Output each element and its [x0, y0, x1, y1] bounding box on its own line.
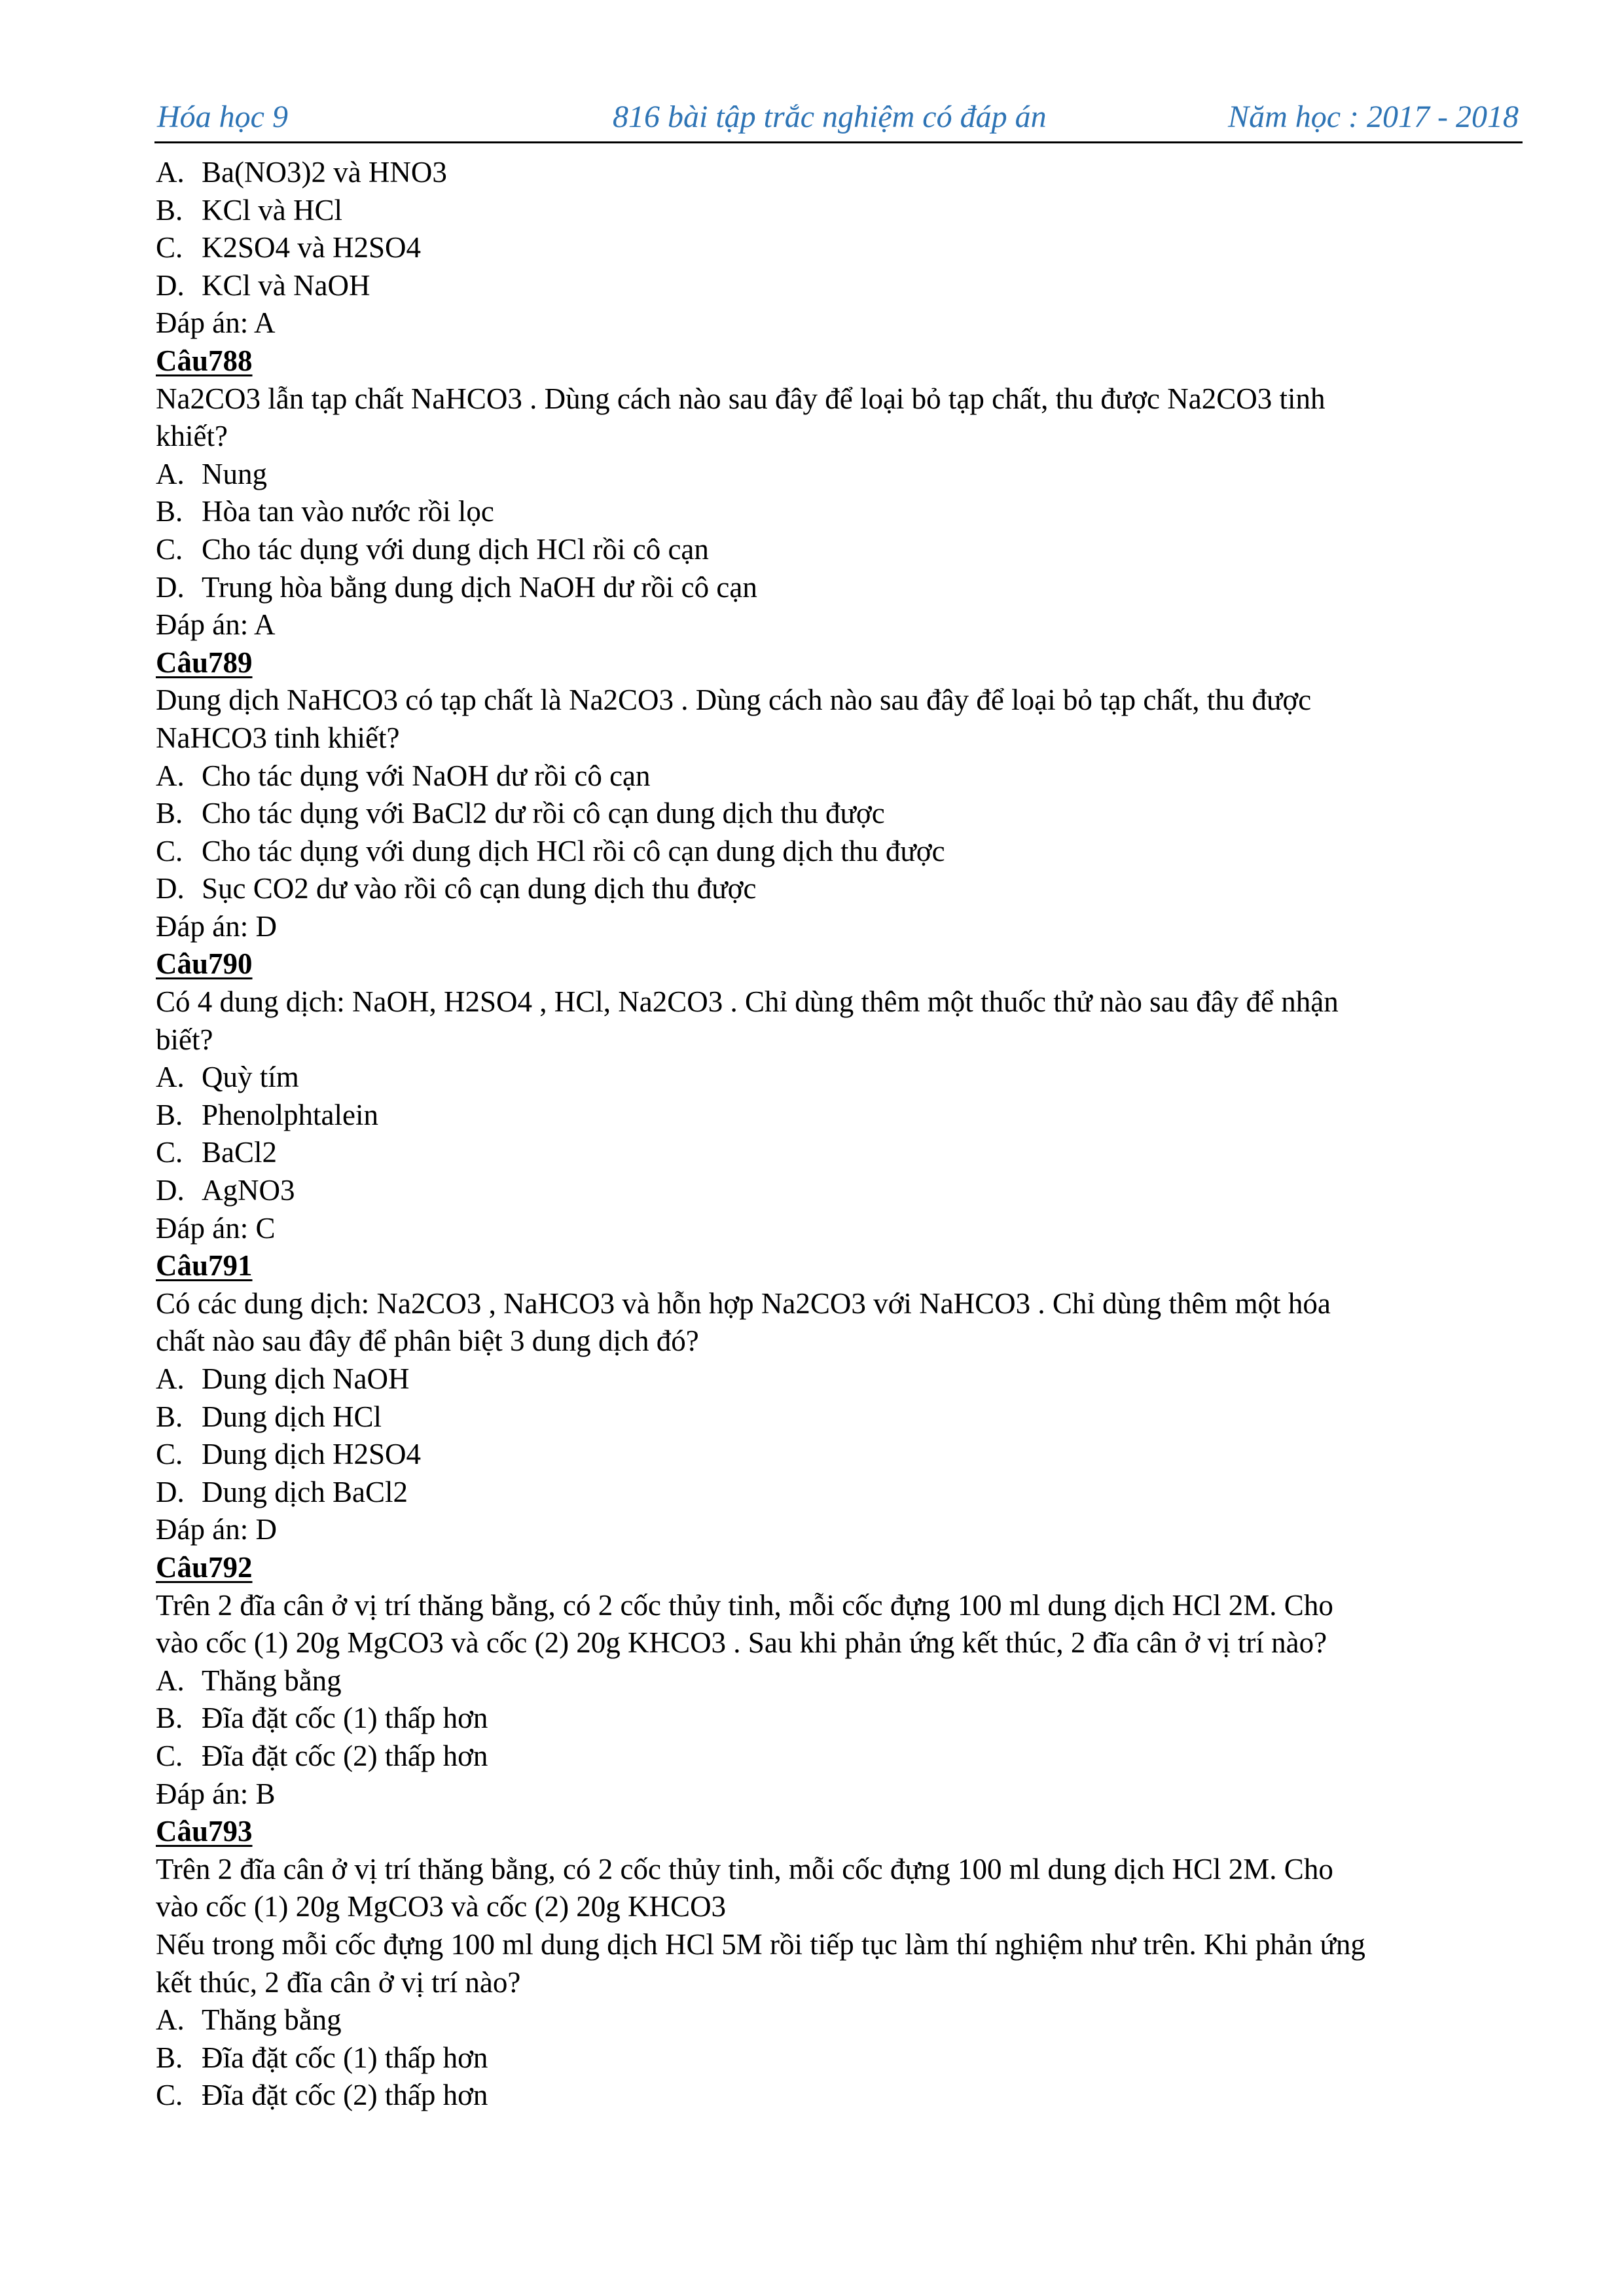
question-block [156, 945, 1524, 1247]
option-letter: C. [156, 532, 183, 566]
option [156, 795, 1524, 833]
answer-line: Đáp án: B [156, 1777, 276, 1810]
question-text: Nếu trong mỗi cốc đựng 100 ml dung dịch HCl 5M rồi tiếp tục làm thí nghiệm như trên. Khi phản ứng [156, 1927, 1365, 1961]
option-text: BaCl2 [202, 1136, 278, 1169]
question-text: chất nào sau đây để phân biệt 3 dung dịch đó? [156, 1324, 699, 1358]
question-text: Dung dịch NaHCO3 có tạp chất là Na2CO3 . Dùng cách nào sau đây để loại bỏ tạp chất, thu được [156, 683, 1312, 717]
question-title: Câu790 [156, 947, 253, 981]
option-text: Cho tác dụng với NaOH dư rồi cô cạn [202, 759, 651, 792]
option [156, 1097, 1524, 1135]
option-letter: D. [156, 1174, 185, 1207]
option [156, 2077, 1524, 2115]
option-letter: A. [156, 1664, 185, 1697]
question-block [156, 1247, 1524, 1549]
option [156, 757, 1524, 795]
question-block [156, 342, 1524, 644]
option [156, 1059, 1524, 1097]
question-text: NaHCO3 tinh khiết? [156, 721, 400, 754]
option-text: Trung hòa bằng dung dịch NaOH dư rồi cô cạn [202, 570, 757, 604]
option-letter: A. [156, 1061, 185, 1094]
document-body [156, 154, 1524, 2115]
question-title: Câu791 [156, 1249, 253, 1283]
answer-line: Đáp án: D [156, 1513, 277, 1546]
option-text: AgNO3 [202, 1174, 295, 1207]
option-letter: D. [156, 570, 185, 604]
option: A. Ba(NO3)2 và HNO3 [156, 156, 447, 189]
page-header [154, 97, 1523, 143]
option-letter: B. [156, 495, 183, 528]
answer-line: Đáp án: A [156, 306, 276, 340]
option-letter: C. [156, 834, 183, 867]
option-text: Nung [202, 457, 267, 490]
option-letter: B. [156, 2041, 183, 2074]
option: B. KCl và HCl [156, 193, 343, 227]
previous-question-tail [156, 154, 1524, 342]
option-letter: A. [156, 457, 185, 490]
option-text: Quỳ tím [202, 1061, 299, 1094]
question-text: vào cốc (1) 20g MgCO3 và cốc (2) 20g KHCO3 [156, 1890, 727, 1923]
option-letter: C. [156, 2079, 183, 2112]
question-text: kết thúc, 2 đĩa cân ở vị trí nào? [156, 1965, 521, 1999]
option [156, 1700, 1524, 1738]
option [156, 1134, 1524, 1172]
option-text: Dung dịch HCl [202, 1400, 382, 1433]
option [156, 1474, 1524, 1512]
option-text: Thăng bằng [202, 1664, 342, 1697]
option [156, 1398, 1524, 1436]
option-text: Sục CO2 dư vào rồi cô cạn dung dịch thu được [202, 872, 757, 905]
option-text: Hòa tan vào nước rồi lọc [202, 495, 494, 528]
question-text: Có 4 dung dịch: NaOH, H2SO4 , HCl, Na2CO3 . Chỉ dùng thêm một thuốc thử nào sau đây để nhận [156, 985, 1339, 1019]
question-list [156, 342, 1524, 2115]
option-letter: C. [156, 1136, 183, 1169]
question-text: khiết? [156, 420, 228, 453]
option-letter: A. [156, 1362, 185, 1395]
option [156, 456, 1524, 494]
option [156, 569, 1524, 607]
question-text: vào cốc (1) 20g MgCO3 và cốc (2) 20g KHCO3 . Sau khi phản ứng kết thúc, 2 đĩa cân ở vị trí nào? [156, 1626, 1327, 1660]
option-letter: D. [156, 872, 185, 905]
question-block [156, 1813, 1524, 2115]
option-letter: A. [156, 759, 185, 792]
option-letter: B. [156, 1702, 183, 1735]
question-title: Câu793 [156, 1815, 253, 1848]
option-letter: C. [156, 1739, 183, 1772]
question-title: Câu788 [156, 344, 253, 377]
option-letter: B. [156, 1400, 183, 1433]
question-text: Trên 2 đĩa cân ở vị trí thăng bằng, có 2 cốc thủy tinh, mỗi cốc đựng 100 ml dung dịch HCl 2M. Cho [156, 1588, 1333, 1622]
option [156, 1436, 1524, 1474]
option [156, 1738, 1524, 1776]
question-text: biết? [156, 1023, 213, 1056]
question-title: Câu789 [156, 646, 253, 679]
answer-line: Đáp án: A [156, 608, 276, 642]
option [156, 1172, 1524, 1210]
option-letter: A. [156, 2003, 185, 2037]
answer-line: Đáp án: C [156, 1211, 276, 1245]
option-text: Thăng bằng [202, 2003, 342, 2037]
option-text: Đĩa đặt cốc (2) thấp hơn [202, 2079, 488, 2112]
option [156, 2039, 1524, 2077]
option-text: Cho tác dụng với BaCl2 dư rồi cô cạn dung dịch thu được [202, 797, 885, 830]
option: D. KCl và NaOH [156, 268, 370, 302]
option [156, 2001, 1524, 2039]
header-title: 816 bài tập trắc nghiệm có đáp án [613, 100, 1047, 134]
question-block [156, 1549, 1524, 1813]
option: C. K2SO4 và H2SO4 [156, 231, 422, 264]
question-block [156, 644, 1524, 946]
question-title: Câu792 [156, 1550, 253, 1584]
option-letter: B. [156, 797, 183, 830]
answer-line: Đáp án: D [156, 909, 277, 943]
header-school-year: Năm học : 2017 - 2018 [1228, 100, 1519, 134]
option-text: Phenolphtalein [202, 1098, 378, 1131]
option [156, 531, 1524, 569]
option-text: Dung dịch BaCl2 [202, 1475, 408, 1508]
option-letter: D. [156, 1475, 185, 1508]
option-text: Cho tác dụng với dung dịch HCl rồi cô cạn dung dịch thu được [202, 834, 945, 867]
question-text: Có các dung dịch: Na2CO3 , NaHCO3 và hỗn hợp Na2CO3 với NaHCO3 . Chỉ dùng thêm một hóa [156, 1286, 1331, 1320]
option [156, 870, 1524, 908]
option [156, 833, 1524, 871]
question-text: Na2CO3 lẫn tạp chất NaHCO3 . Dùng cách nào sau đây để loại bỏ tạp chất, thu được Na2CO3 tinh [156, 382, 1326, 415]
option-text: Đĩa đặt cốc (1) thấp hơn [202, 1702, 488, 1735]
option-letter: C. [156, 1438, 183, 1471]
option-letter: B. [156, 1098, 183, 1131]
question-text: Trên 2 đĩa cân ở vị trí thăng bằng, có 2 cốc thủy tinh, mỗi cốc đựng 100 ml dung dịch HCl 2M. Cho [156, 1852, 1333, 1886]
option-text: Cho tác dụng với dung dịch HCl rồi cô cạn [202, 532, 709, 566]
option-text: Dung dịch NaOH [202, 1362, 410, 1395]
option-text: Đĩa đặt cốc (1) thấp hơn [202, 2041, 488, 2074]
option [156, 1662, 1524, 1700]
option-text: Dung dịch H2SO4 [202, 1438, 421, 1471]
option [156, 1360, 1524, 1398]
header-subject: Hóa học 9 [157, 100, 288, 134]
option-text: Đĩa đặt cốc (2) thấp hơn [202, 1739, 488, 1772]
option [156, 493, 1524, 531]
